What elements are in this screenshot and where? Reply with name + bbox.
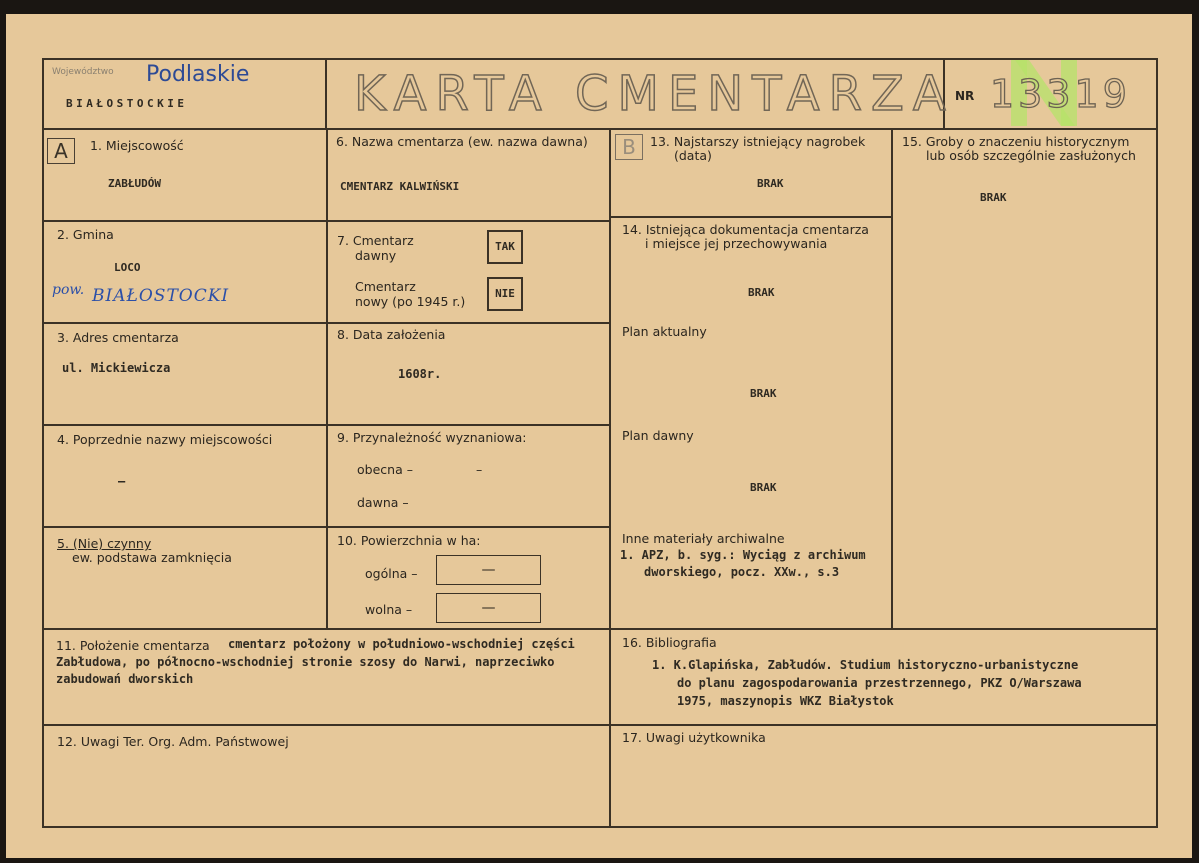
row-line-3: [42, 424, 610, 426]
field-9-obecna-label: obecna –: [357, 462, 413, 477]
field-5-sublabel: ew. podstawa zamknięcia: [72, 550, 232, 565]
plan-aktualny-label: Plan aktualny: [622, 324, 707, 339]
field-14-value: BRAK: [748, 286, 775, 299]
row-line-2: [42, 322, 610, 324]
field-7-nowy-label: Cmentarz: [355, 279, 416, 294]
field-16-line-2: do planu zagospodarowania przestrzennego, PKZ O/Warszawa: [677, 676, 1082, 690]
field-13-sublabel: (data): [674, 148, 712, 163]
field-10-wolna-label: wolna –: [365, 602, 413, 617]
col-divider-3: [891, 128, 893, 628]
field-2-hand-value: BIAŁOSTOCKI: [92, 286, 230, 306]
col-divider-2: [609, 128, 611, 826]
nie-box: NIE: [487, 277, 523, 311]
field-15-value: BRAK: [980, 191, 1007, 204]
outer-bottom-border: [42, 826, 1158, 828]
voivodeship-caption: Województwo: [52, 67, 114, 77]
field-6-value: CMENTARZ KALWIŃSKI: [340, 180, 460, 193]
header-vline-1: [325, 58, 327, 130]
outer-right-border: [1156, 58, 1158, 828]
field-1-label: 1. Miejscowość: [90, 138, 184, 153]
plan-dawny-label: Plan dawny: [622, 428, 694, 443]
field-11-line-2: Zabłudowa, po północno-wschodniej stronie szosy do Narwi, naprzeciwko: [56, 655, 555, 669]
field-11-label: 11. Położenie cmentarza: [56, 638, 210, 653]
field-7-dawny-label: 7. Cmentarz: [337, 233, 414, 248]
voivodeship-stamp: Podlaskie: [146, 62, 250, 87]
wolna-box: —: [436, 593, 541, 623]
field-9-dawna-label: dawna –: [357, 495, 409, 510]
field-11-line-3: zabudowań dworskich: [56, 672, 194, 686]
row-line-4: [42, 526, 610, 528]
outer-top-border: [42, 58, 1158, 60]
field-14-sublabel: i miejsce jej przechowywania: [645, 236, 828, 251]
row-line-bottom-1: [42, 628, 1158, 630]
inne-materialy-line-1: 1. APZ, b. syg.: Wyciąg z archiwum: [620, 548, 866, 562]
field-13-value: BRAK: [757, 177, 784, 190]
field-8-value: 1608r.: [398, 367, 442, 381]
field-2-label: 2. Gmina: [57, 227, 114, 242]
field-17-label: 17. Uwagi użytkownika: [622, 730, 766, 745]
section-b-box: B: [615, 134, 643, 160]
field-3-label: 3. Adres cmentarza: [57, 330, 179, 345]
field-16-line-3: 1975, maszynopis WKZ Białystok: [677, 694, 894, 708]
col-divider-1: [326, 128, 328, 628]
inne-materialy-line-2: dworskiego, pocz. XXw., s.3: [644, 565, 840, 579]
field-4-value: –: [118, 474, 126, 488]
section-a-box: A: [47, 138, 75, 164]
field-16-line-1: 1. K.Glapińska, Zabłudów. Studium historyczno-urbanistyczne: [652, 658, 1079, 672]
nr-label: NR: [955, 89, 975, 103]
card-title: KARTA CMENTARZA: [354, 66, 955, 122]
field-7-nowy-sublabel: nowy (po 1945 r.): [355, 294, 466, 309]
field-5-label: 5. (Nie) czynny: [57, 536, 152, 551]
region-label: BIAŁOSTOCKIE: [66, 97, 188, 110]
field-15-sublabel: lub osób szczególnie zasłużonych: [926, 148, 1136, 163]
field-14-label: 14. Istniejąca dokumentacja cmentarza: [622, 222, 869, 237]
field-15-label: 15. Groby o znaczeniu historycznym: [902, 134, 1130, 149]
field-2-hand-prefix: pow.: [52, 282, 85, 298]
field-11-line-1: cmentarz położony w południowo-wschodniej części: [228, 637, 575, 651]
field-9-obecna-value: –: [476, 462, 483, 477]
plan-dawny-value: BRAK: [750, 481, 777, 494]
card-number: 13319: [990, 72, 1131, 116]
field-1-value: ZABŁUDÓW: [108, 177, 161, 190]
field-6-label: 6. Nazwa cmentarza (ew. nazwa dawna): [336, 134, 588, 149]
field-10-ogolna-label: ogólna –: [365, 566, 418, 581]
field-12-label: 12. Uwagi Ter. Org. Adm. Państwowej: [57, 734, 289, 749]
field-16-label: 16. Bibliografia: [622, 635, 717, 650]
field-8-label: 8. Data założenia: [337, 327, 446, 342]
inne-materialy-label: Inne materiały archiwalne: [622, 531, 785, 546]
ogolna-box: —: [436, 555, 541, 585]
field-10-label: 10. Powierzchnia w ha:: [337, 533, 481, 548]
header-divider: [42, 128, 1158, 130]
row-line-b1: [610, 216, 892, 218]
field-3-value: ul. Mickiewicza: [62, 361, 171, 375]
outer-left-border: [42, 58, 44, 828]
row-line-bottom-2: [42, 724, 1158, 726]
field-7-dawny-sublabel: dawny: [355, 248, 397, 263]
field-9-label: 9. Przynależność wyznaniowa:: [337, 430, 527, 445]
tak-box: TAK: [487, 230, 523, 264]
plan-aktualny-value: BRAK: [750, 387, 777, 400]
field-2-value: LOCO: [114, 261, 141, 274]
row-line-1: [42, 220, 610, 222]
field-13-label: 13. Najstarszy istniejący nagrobek: [650, 134, 866, 149]
field-4-label: 4. Poprzednie nazwy miejscowości: [57, 432, 273, 447]
